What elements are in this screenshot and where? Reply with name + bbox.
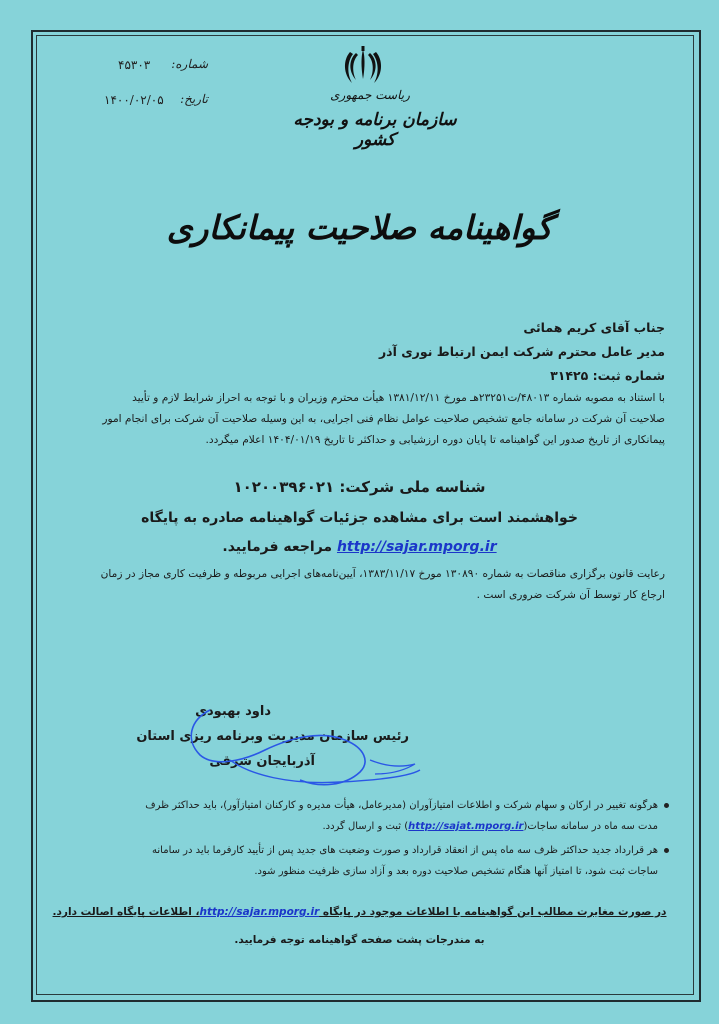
sajat-link[interactable]: http://sajat.mporg.ir [408,821,524,832]
number-row [118,57,208,75]
footer-text-a: در صورت مغایرت مطالب این گواهینامه با اطلاعات موجود در پایگاه [319,906,667,918]
number-value: ۴۵۳۰۳ [118,58,151,72]
note-2-text: هر قرارداد جدید حداکثر ظرف سه ماه پس از انعقاد قرارداد و صورت وضعیت های جدید پس از تأیید کارفرما باید در سامانه [152,845,658,856]
recipient-name: جناب آقای کریم همائی [523,320,665,335]
tender-law-line: ارجاع کار توسط آن شرکت ضروری است . [476,589,665,601]
recipient-company: مدیر عامل محترم شرکت ایمن ارتباط نوری آذر [378,344,665,359]
note-1 [49,795,669,837]
date-value: ۱۴۰۰/۰۲/۰۵ [104,93,164,107]
approval-line: با استناد به مصوبه شماره ۴۸۰۱۳/ت۲۳۲۵۱هـ مورخ ۱۳۸۱/۱۲/۱۱ هیأت محترم وزیران و با توجه به احراز شرایط لازم و تأیید [132,392,665,404]
bullet-icon [664,848,669,853]
org-name: سازمان برنامه و بودجه کشور [293,110,457,150]
note-2 [49,840,669,882]
refer-text: مراجعه فرمایید. [222,539,333,555]
note-2-text-2: ساجات ثبت شود، تا امتیاز آنها هنگام تشخیص صلاحیت دوره بعد و آزاد سازی ظرفیت منظور شود. [254,866,658,877]
certificate-title: گواهینامه صلاحیت پیمانکاری [166,208,553,247]
registration-number: شماره ثبت: ۳۱۴۲۵ [550,368,665,383]
date-label: تاریخ: [180,92,208,106]
note-1-text-a: مدت سه ماه در سامانه ساجات( [523,821,658,832]
tender-law-line: رعایت قانون برگزاری مناقصات به شماره ۱۳۰۸۹۰ مورخ ۱۳۸۳/۱۱/۱۷، آیین‌نامه‌های اجرایی مربوطه و ظرفیت کاری مجاز در زمان [100,568,665,580]
footer-text-b: ، اطلاعات پایگاه اصالت دارد. [52,906,200,918]
signatory-title: رئیس سازمان مدیریت وبرنامه ریزی استان [136,729,409,744]
footer-note: به مندرجات پشت صفحه گواهینامه توجه فرمایید. [234,934,485,946]
bullet-icon [664,803,669,808]
signature-image [170,700,430,810]
org-presidency: ریاست جمهوری [330,88,410,102]
sajar-link[interactable]: http://sajar.mporg.ir [336,539,497,555]
approval-line: پیمانکاری از تاریخ صدور این گواهینامه تا پایان دوره ارزشیابی و حداکثر تا تاریخ ۱۴۰۴/۰۱/۱۹ اعلام میگردد. [205,434,665,446]
footer-disclaimer [0,906,719,918]
note-1-text: هرگونه تغییر در ارکان و سهام شرکت و اطلاعات امتیازآوران (مدیرعامل، هیأت مدیره و کارکنان امتیازآور)، باید حداکثر ظرف [145,800,658,811]
iran-emblem-icon [342,46,384,86]
national-id: شناسه ملی شرکت: ۱۰۲۰۰۳۹۶۰۲۱ [233,478,486,496]
approval-line: صلاحیت آن شرکت در سامانه جامع تشخیص صلاحیت عوامل نظام فنی اجرایی، به این وسیله صلاحیت آن شرکت برای انجام امور [102,413,665,425]
approval-paragraph [53,388,665,451]
date-row [104,92,208,110]
note-1-text-b: ) ثبت و ارسال گردد. [322,821,409,832]
signatory-name: داود بهبودی [195,704,271,719]
number-label: شماره: [171,57,208,71]
signatory-province: آذربایجان شرقی [209,754,315,769]
tender-law-paragraph [53,564,665,606]
refer-line [0,539,719,555]
view-details-text: خواهشمند است برای مشاهده جزئیات گواهینامه صادره به پایگاه [141,510,578,526]
footer-sajar-link[interactable]: http://sajar.mporg.ir [199,906,320,918]
